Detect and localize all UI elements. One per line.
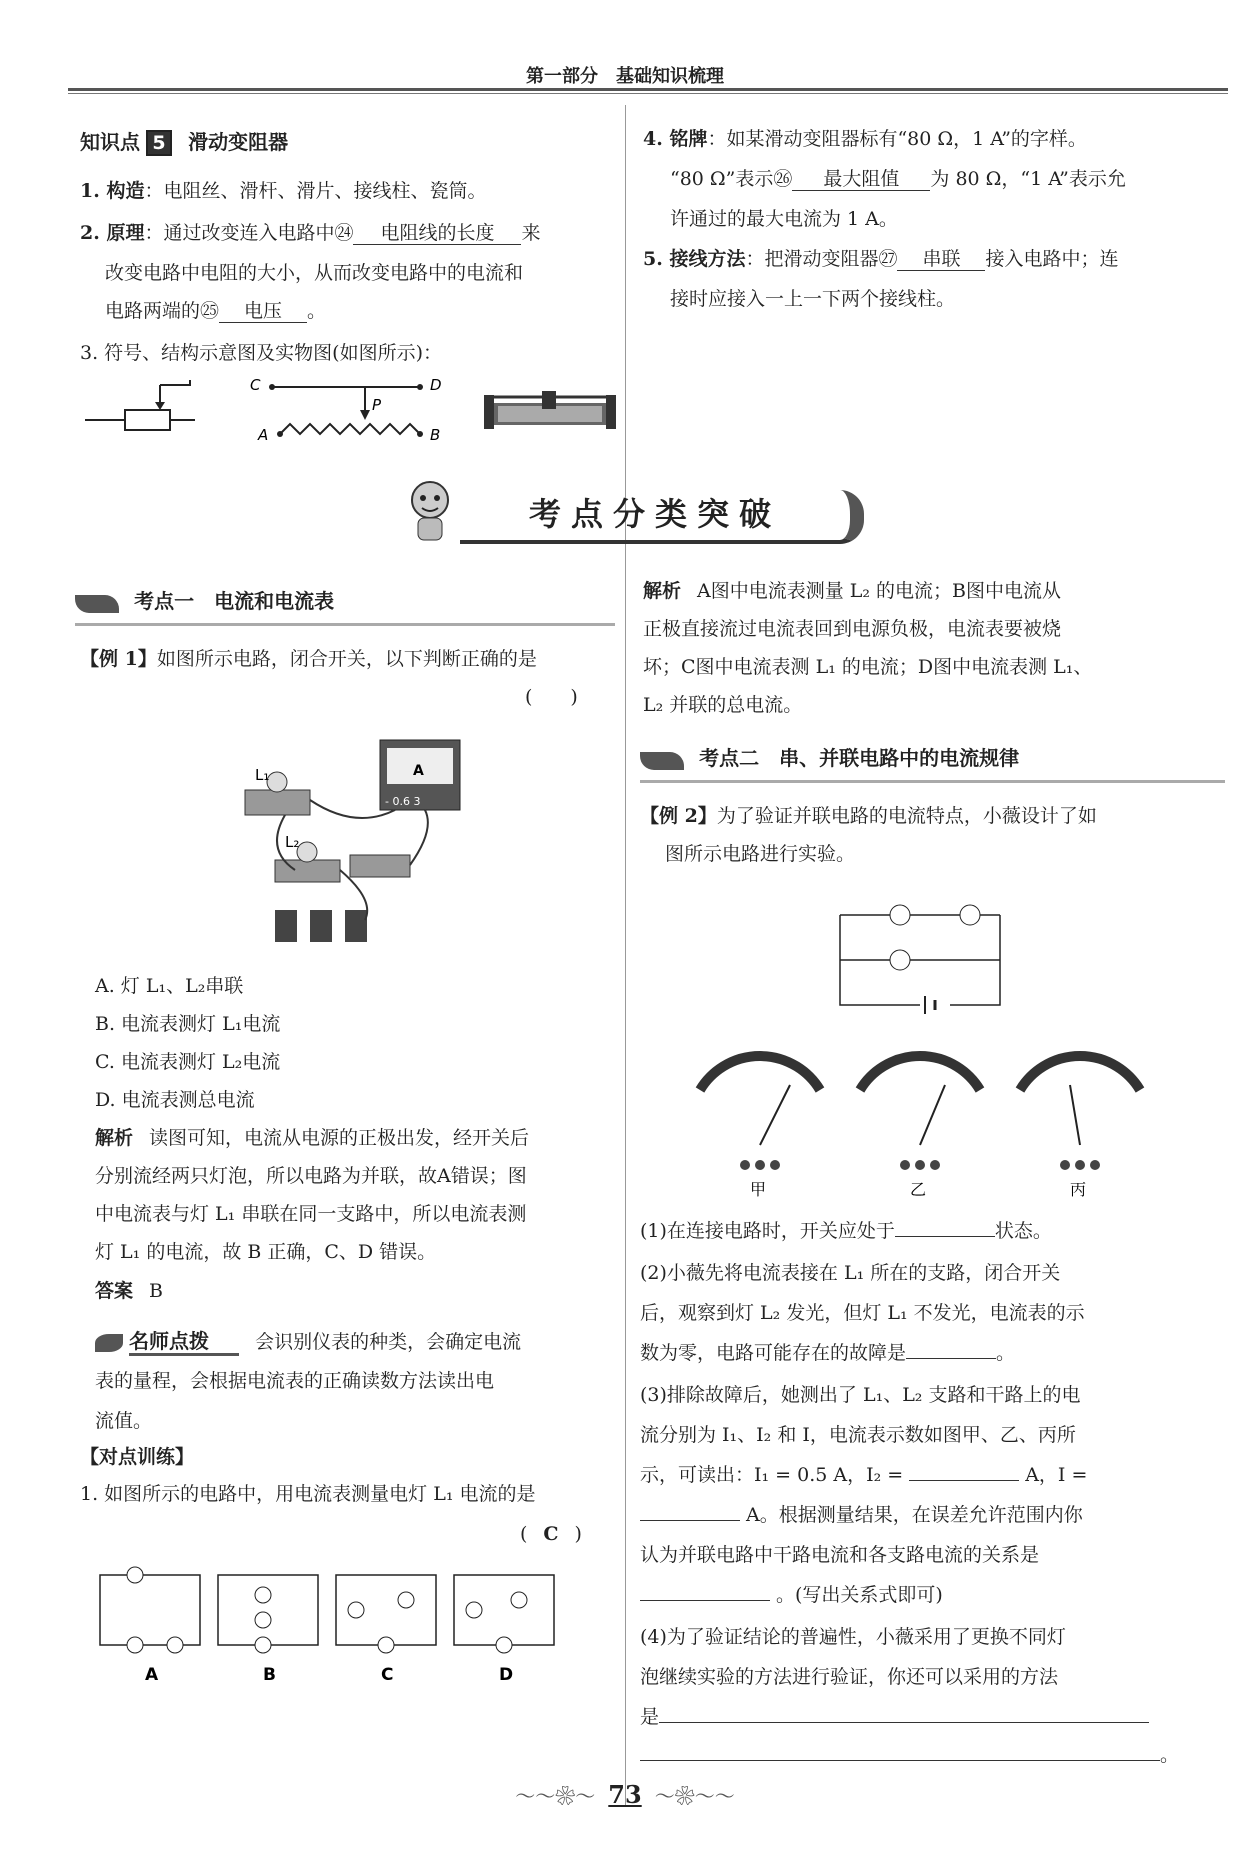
kp5-line4: 4. 铭牌：如某滑动变阻器标有“80 Ω，1 A”的字样。 [643, 128, 1087, 150]
part2-3: 数为零，电路可能存在的故障是 。 [640, 1342, 1016, 1364]
dial-jia [700, 1056, 820, 1199]
header-rule-thin [68, 93, 1228, 94]
dial-yi [860, 1056, 980, 1199]
column-divider [625, 105, 626, 1805]
q1-circuits [95, 1565, 555, 1695]
kp5-line2d: 电路两端的㉕ 电压 。 [105, 300, 327, 322]
part4-3: 是 [640, 1706, 1149, 1728]
blank-method-1[interactable] [659, 1722, 1149, 1723]
q1-analysis-1: 解析 A图中电流表测量 L₂ 的电流；B图中电流从 [643, 580, 1062, 602]
blank-switch-state[interactable] [895, 1236, 995, 1237]
kp5-line5c: 接时应接入一上一下两个接线柱。 [670, 288, 956, 310]
page-number: ～～❀～ 73 ～❀～～ [515, 1780, 735, 1809]
ex2-line-1: 【例 2】为了验证并联电路的电流特点，小薇设计了如 [640, 805, 1097, 827]
parallel-circuit [820, 880, 1020, 1020]
answer-27: 串联 [897, 248, 985, 271]
header-title: 第一部分 基础知识梳理 [526, 66, 724, 87]
kp5-line2c: 改变电路中电阻的大小，从而改变电路中的电流和 [105, 262, 524, 284]
blank-relation[interactable] [640, 1600, 770, 1601]
q1-analysis-4: L₂ 并联的总电流。 [643, 694, 803, 716]
part3-2: 流分别为 I₁、I₂ 和 I，电流表示数如图甲、乙、丙所 [640, 1424, 1076, 1446]
label-d: D [499, 1665, 514, 1685]
dial-yi-label: 乙 [910, 1180, 927, 1199]
blank-method-2[interactable] [640, 1760, 1160, 1761]
label-c: C [381, 1665, 394, 1685]
answer-24: 电阻线的长度 [353, 222, 521, 245]
kp5-line2: 2. 原理：通过改变连入电路中㉔ 电阻线的长度 来 [80, 222, 541, 244]
kp5-number-box: 5 [146, 130, 172, 156]
banner-title: 考点分类突破 [528, 495, 781, 533]
part4-1: (4)为了验证结论的普遍性，小薇采用了更换不同灯 [640, 1626, 1066, 1648]
terminal-b: B [430, 426, 441, 444]
photo-l2: L₂ [285, 833, 300, 851]
blank-i2[interactable] [909, 1480, 1019, 1481]
dial-bing-label: 丙 [1070, 1180, 1087, 1199]
ex1-analysis-1: 解析 读图可知，电流从电源的正极出发，经开关后 [95, 1127, 530, 1149]
ammeter-dials [690, 1045, 1160, 1200]
photo-range: - 0.6 3 [385, 795, 421, 808]
ornament-right-icon: ～❀～～ [654, 1784, 735, 1808]
tip-line-3: 流值。 [95, 1410, 153, 1432]
tip-icon [95, 1334, 123, 1352]
tip-line-2: 表的量程，会根据电流表的正确读数方法读出电 [95, 1370, 495, 1392]
ex1-question: 【例 1】如图所示电路，闭合开关，以下判断正确的是 [80, 648, 537, 670]
pen-icon [75, 595, 119, 613]
part2-2: 后，观察到灯 L₂ 发光，但灯 L₁ 不发光，电流表的示 [640, 1302, 1085, 1324]
ex1-option-a: A. 灯 L₁、L₂串联 [95, 975, 244, 997]
kd2-heading: 考点二 串、并联电路中的电流规律 [640, 742, 1225, 783]
ex1-option-d: D. 电流表测总电流 [95, 1089, 255, 1111]
tip-line-1: 名师点拨 会识别仪表的种类，会确定电流 [95, 1330, 521, 1353]
q1-text: 1. 如图所示的电路中，用电流表测量电灯 L₁ 电流的是 [80, 1483, 536, 1505]
kp5-line3: 3. 符号、结构示意图及实物图(如图所示)： [80, 342, 442, 364]
ex1-option-b: B. 电流表测灯 L₁电流 [95, 1013, 281, 1035]
ex1-analysis-4: 灯 L₁ 的电流，故 B 正确，C、D 错误。 [95, 1241, 437, 1263]
kd1-heading: 考点一 电流和电流表 [75, 585, 615, 626]
q1-analysis-3: 坏；C图中电流表测 L₁ 的电流；D图中电流表测 L₁、 [643, 656, 1093, 678]
part3-5: 认为并联电路中干路电流和各支路电流的关系是 [640, 1544, 1040, 1566]
terminal-a: A [258, 426, 269, 444]
page-header [0, 62, 1250, 88]
pen-icon-2 [640, 752, 684, 770]
part3-1: (3)排除故障后，她测出了 L₁、L₂ 支路和干路上的电 [640, 1384, 1081, 1406]
dial-jia-label: 甲 [750, 1180, 767, 1199]
terminal-c: C [250, 376, 261, 394]
kp5-line5: 5. 接线方法：把滑动变阻器㉗ 串联 接入电路中；连 [643, 248, 1119, 270]
q1-answer: ( C ) [520, 1523, 582, 1545]
circuit-photo [235, 730, 475, 950]
part3-6: 。(写出关系式即可) [640, 1584, 943, 1606]
ex1-option-c: C. 电流表测灯 L₂电流 [95, 1051, 281, 1073]
label-b: B [263, 1665, 276, 1685]
circuit-d [454, 1575, 554, 1653]
rheostat-symbol [85, 380, 195, 440]
ex1-analysis-2: 分别流经两只灯泡，所以电路为并联，故A错误；图 [95, 1165, 527, 1187]
ex1-analysis-3: 中电流表与灯 L₁ 串联在同一支路中，所以电流表测 [95, 1203, 527, 1225]
answer-25: 电压 [219, 300, 307, 323]
circuit-b [218, 1575, 318, 1653]
rheostat-photo [480, 385, 620, 440]
kp5-line1: 1. 构造：电阻丝、滑杆、滑片、接线柱、瓷筒。 [80, 180, 487, 202]
part2-1: (2)小薇先将电流表接在 L₁ 所在的支路，闭合开关 [640, 1262, 1061, 1284]
part3-4: A。根据测量结果，在误差允许范围内你 [640, 1504, 1083, 1526]
circuit-c [336, 1575, 436, 1653]
ex1-bracket: ( ) [525, 686, 578, 708]
kp5-line4d: 许通过的最大电流为 1 A。 [670, 208, 898, 230]
banner [460, 490, 864, 544]
photo-l1: L₁ [255, 766, 270, 784]
part4-2: 泡继续实验的方法进行验证，你还可以采用的方法 [640, 1666, 1059, 1688]
photo-meter: A [413, 763, 424, 779]
slider-p: P [372, 396, 382, 414]
header-rule [68, 88, 1228, 91]
dial-bing [1020, 1056, 1140, 1199]
mascot-icon [400, 478, 460, 548]
label-a: A [145, 1665, 159, 1685]
part3-3: 示，可读出：I₁ = 0.5 A，I₂ = A，I = [640, 1464, 1088, 1486]
ex2-line-2: 图所示电路进行实验。 [665, 843, 856, 865]
kp5-heading: 知识点 5 滑动变阻器 [80, 130, 289, 154]
kp5-line4b: “80 Ω”表示㉖ 最大阻值 为 80 Ω，“1 A”表示允 [670, 168, 1126, 190]
answer-26: 最大阻值 [792, 168, 930, 191]
ex1-answer: 答案 B [95, 1280, 163, 1302]
terminal-d: D [430, 376, 442, 394]
blank-i[interactable] [640, 1520, 740, 1521]
part4-4: 。 [640, 1744, 1179, 1766]
rheostat-structure-diagram [250, 372, 450, 452]
blank-fault[interactable] [906, 1358, 996, 1359]
training-heading: 【对点训练】 [80, 1446, 195, 1468]
circuit-a [100, 1567, 200, 1653]
ornament-left-icon: ～～❀～ [515, 1784, 596, 1808]
q1-analysis-2: 正极直接流过电流表回到电源负极，电流表要被烧 [643, 618, 1062, 640]
part1: (1)在连接电路时，开关应处于 状态。 [640, 1220, 1052, 1242]
